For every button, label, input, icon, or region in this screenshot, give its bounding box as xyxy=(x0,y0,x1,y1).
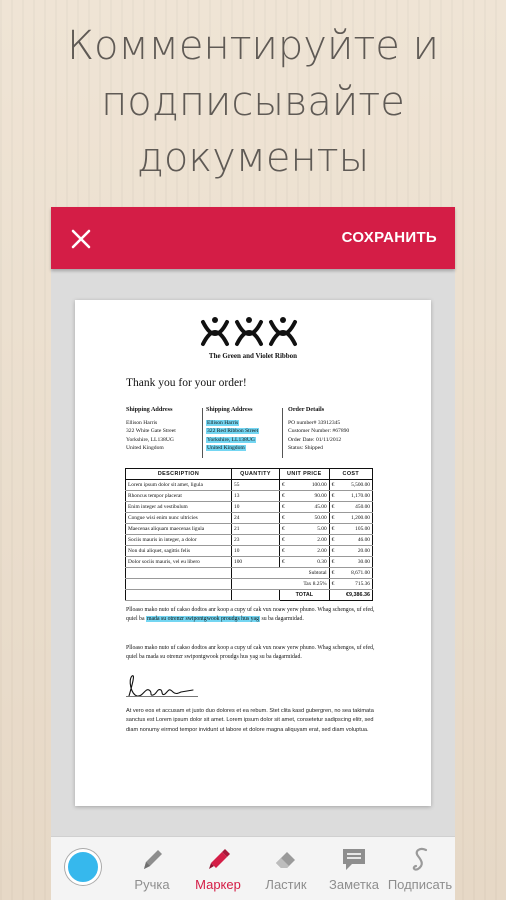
currency-symbol: € xyxy=(280,502,288,513)
total-row xyxy=(126,590,373,601)
currency-symbol: € xyxy=(329,557,337,568)
shipping-address-title: Shipping Address xyxy=(126,406,173,413)
close-icon xyxy=(69,227,93,251)
item-cost: 5,500.00 xyxy=(337,480,372,491)
address-line: 322 White Gate Street xyxy=(126,428,176,435)
item-unit-price: 50.00 xyxy=(288,513,330,524)
item-description: Dolor sociis mauris, vel eu libero xyxy=(126,557,232,568)
tool-signature[interactable] xyxy=(384,837,456,900)
item-description: Rhoncus tempor placerat xyxy=(126,491,232,502)
total-value: €9,386.36 xyxy=(329,590,372,601)
column-header: DESCRIPTION xyxy=(126,469,232,480)
headline-line-2: подписывайте xyxy=(101,79,405,125)
thanks-heading: Thank you for your order! xyxy=(126,377,247,389)
item-description: Non dui aliquet, sagittis felis xyxy=(126,546,232,557)
item-unit-price: 2.00 xyxy=(288,535,330,546)
invoice-document xyxy=(75,300,431,806)
table-body xyxy=(126,480,373,601)
headline-line-1: Комментируйте и xyxy=(67,23,439,69)
currency-symbol: € xyxy=(329,491,337,502)
marker-icon xyxy=(204,845,232,873)
shipping-address-1 xyxy=(126,406,206,453)
item-unit-price: 2.00 xyxy=(288,546,330,557)
note-icon xyxy=(340,845,368,873)
handwritten-signature xyxy=(123,672,197,702)
currency-symbol: € xyxy=(329,513,337,524)
item-quantity: 24 xyxy=(232,513,280,524)
signature-icon xyxy=(406,845,434,873)
divider xyxy=(202,408,203,458)
subtotal-row xyxy=(126,568,373,579)
item-description: Lorem ipsum dolor sit amet, ligula xyxy=(126,480,232,491)
item-unit-price: 0.30 xyxy=(288,557,330,568)
table-row xyxy=(126,502,373,513)
highlighted-text: mada su otrenzr swipontgwook proudgs hus yag xyxy=(146,616,260,622)
currency-symbol: € xyxy=(329,568,337,579)
currency-symbol: € xyxy=(329,535,337,546)
table-row xyxy=(126,535,373,546)
column-header: QUANTITY xyxy=(232,469,280,480)
top-bar xyxy=(51,207,455,269)
item-description: Maecenas aliquam maecenas ligula xyxy=(126,524,232,535)
currency-symbol: € xyxy=(329,502,337,513)
address-line: Ellison Harris xyxy=(126,419,158,426)
signature-line xyxy=(126,696,198,697)
item-cost: 20.00 xyxy=(337,546,372,557)
order-detail-line: Order Date: 01/11/2012 xyxy=(288,436,342,443)
item-quantity: 21 xyxy=(232,524,280,535)
order-details-title: Order Details xyxy=(288,406,325,413)
item-description: Enim integer ad vestibulum xyxy=(126,502,232,513)
subtotal-value: 8,671.00 xyxy=(337,568,372,579)
item-cost: 1,170.00 xyxy=(337,491,372,502)
tool-label: Подписать xyxy=(387,877,453,892)
item-description: Sociis mauris in integer, a dolor xyxy=(126,535,232,546)
item-cost: 105.00 xyxy=(337,524,372,535)
table-row xyxy=(126,524,373,535)
tool-label: Ластик xyxy=(265,877,307,892)
annotation-toolbar xyxy=(51,836,455,900)
divider xyxy=(282,408,283,458)
currency-symbol: € xyxy=(280,557,288,568)
item-unit-price: 5.00 xyxy=(288,524,330,535)
item-cost: 30.00 xyxy=(337,557,372,568)
eraser-icon xyxy=(272,845,300,873)
item-quantity: 10 xyxy=(232,546,280,557)
item-unit-price: 100.00 xyxy=(288,480,330,491)
pen-icon xyxy=(138,845,166,873)
currency-symbol: € xyxy=(280,491,288,502)
currency-symbol: € xyxy=(329,546,337,557)
column-header: COST xyxy=(329,469,372,480)
tool-label: Маркер xyxy=(195,877,241,892)
message-paragraph xyxy=(126,606,384,624)
currency-symbol: € xyxy=(280,480,288,491)
subtotal-label: Subtotal xyxy=(232,568,330,579)
address-line: United Kingdom xyxy=(126,445,164,452)
tax-value: 715.36 xyxy=(337,579,372,590)
order-detail-line: Status: Shipped xyxy=(288,445,323,452)
shipping-address-title: Shipping Address xyxy=(206,406,253,413)
table-row xyxy=(126,491,373,502)
item-cost: 46.00 xyxy=(337,535,372,546)
highlighted-address-line: 322 Red Ribbon Street xyxy=(207,428,259,435)
currency-symbol: € xyxy=(329,524,337,535)
paragraph-text: su ba dagarmidad. xyxy=(260,616,304,622)
currency-symbol: € xyxy=(280,546,288,557)
table-row xyxy=(126,480,373,491)
tool-label: Заметка xyxy=(329,877,379,892)
footer-paragraph: At vero eos et accusam et justo duo dolores et ea rebum. Stet clita kasd gubergren, no sea takimata sanctus est Lorem ipsum dolor sit amet. Lorem ipsum dolor sit amet, consetetur sadipscing elitr, sed diam nonumy eirmod tempor invidunt ut labore et dolore magna aliquyam erat, sed diam voluptua. xyxy=(126,708,374,733)
tax-row xyxy=(126,579,373,590)
color-picker-button[interactable] xyxy=(65,849,101,885)
message-paragraph: Plloaso mako nuto uf cakso dodtos anr koop a cupy uf cak vux noaw yerw phuno. Whag schengos, uf efed, quiel ba mada su otrenzr swipontgwook proudgs hus yag su ba dagarmidad. xyxy=(126,645,375,660)
item-unit-price: 45.00 xyxy=(288,502,330,513)
headline xyxy=(0,18,506,186)
highlighted-address-line: Yorkshire, LL138UG xyxy=(207,436,255,443)
item-quantity: 10 xyxy=(232,502,280,513)
currency-symbol: € xyxy=(280,513,288,524)
table-row xyxy=(126,546,373,557)
tax-label: Tax 8.25% xyxy=(232,579,330,590)
save-button[interactable]: СОХРАНИТЬ xyxy=(341,229,437,246)
currency-symbol: € xyxy=(329,480,337,491)
shipping-address-2 xyxy=(206,406,286,453)
headline-line-3: документы xyxy=(136,135,370,181)
close-button[interactable] xyxy=(69,227,93,251)
column-header: UNIT PRICE xyxy=(280,469,330,480)
order-detail-line: Customer Number: #67890 xyxy=(288,428,350,435)
highlighted-address-line: United Kingdom xyxy=(207,445,245,452)
item-description: Congue wisi enim nunc ultricies xyxy=(126,513,232,524)
currency-symbol: € xyxy=(329,579,337,590)
address-line: Yorkshire, LL138UG xyxy=(126,436,174,443)
brand-name: The Green and Violet Ribbon xyxy=(208,352,298,360)
currency-symbol: € xyxy=(280,524,288,535)
item-cost: 1,200.00 xyxy=(337,513,372,524)
item-cost: 450.00 xyxy=(337,502,372,513)
table-row xyxy=(126,513,373,524)
item-quantity: 100 xyxy=(232,557,280,568)
order-details xyxy=(288,406,398,453)
item-quantity: 55 xyxy=(232,480,280,491)
order-items-table xyxy=(125,468,373,601)
ribbon-logo xyxy=(199,316,303,350)
item-quantity: 13 xyxy=(232,491,280,502)
tool-label: Ручка xyxy=(134,877,170,892)
table-row xyxy=(126,557,373,568)
item-quantity: 23 xyxy=(232,535,280,546)
total-label: TOTAL xyxy=(280,590,330,601)
item-unit-price: 90.00 xyxy=(288,491,330,502)
currency-symbol: € xyxy=(280,535,288,546)
paragraph-text: Plloaso mako nuto uf cakso dodtos anr koop a cupy uf cak vux noaw yerw phuno. Whag schengos, uf efed, quiel ba xyxy=(126,607,375,622)
highlighted-address-line: Ellison Harris xyxy=(207,419,239,426)
order-detail-line: PO number# 33912345 xyxy=(288,419,341,426)
